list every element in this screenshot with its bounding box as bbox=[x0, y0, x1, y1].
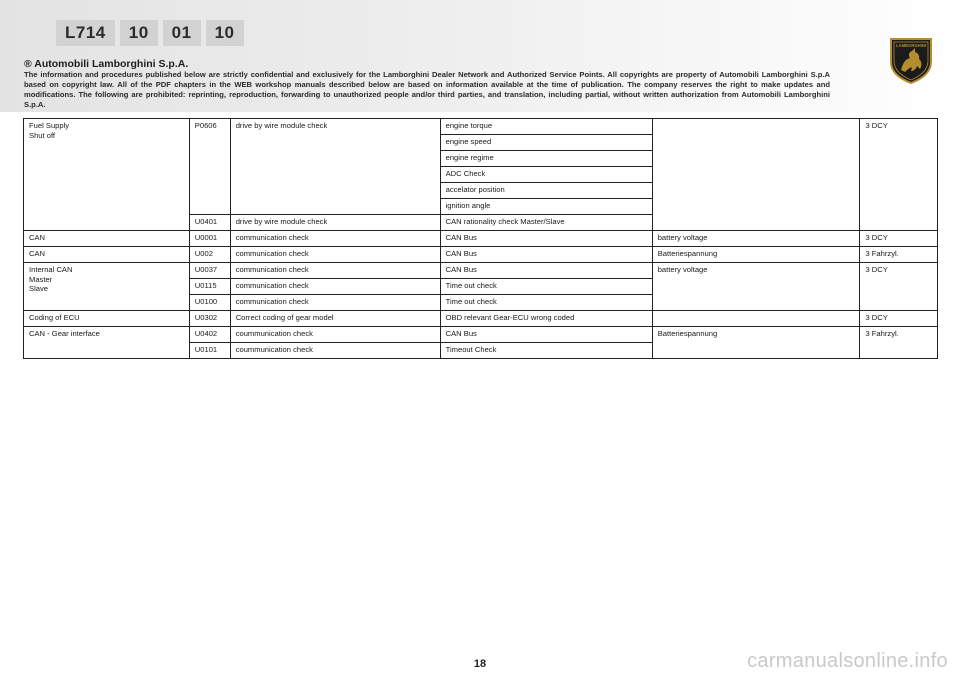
condition-cell: Batteriespannung bbox=[652, 247, 860, 263]
code-subgroup: 01 bbox=[163, 20, 201, 46]
fault-code-cell: U0001 bbox=[189, 231, 230, 247]
fault-code-cell: U0100 bbox=[189, 295, 230, 311]
fault-code-cell: U0037 bbox=[189, 263, 230, 279]
check-type-cell: Correct coding of gear model bbox=[230, 311, 440, 327]
checked-item-cell: Time out check bbox=[440, 279, 652, 295]
fault-code-cell: U0115 bbox=[189, 279, 230, 295]
watermark: carmanualsonline.info bbox=[747, 650, 948, 672]
code-group: 10 bbox=[120, 20, 158, 46]
function-cell: CAN bbox=[24, 247, 190, 263]
function-cell: Fuel Supply Shut off bbox=[24, 119, 190, 231]
condition-cell bbox=[652, 119, 860, 231]
table-row bbox=[24, 119, 938, 135]
checked-item-cell: CAN Bus bbox=[440, 327, 652, 343]
fault-code-cell: U0401 bbox=[189, 215, 230, 231]
lamborghini-logo-icon bbox=[888, 36, 934, 84]
checked-item-cell: OBD relevant Gear-ECU wrong coded bbox=[440, 311, 652, 327]
svg-text:LAMBORGHINI: LAMBORGHINI bbox=[895, 43, 927, 48]
gearbox-cell: 3 DCY bbox=[860, 311, 938, 327]
gearbox-cell: 3 DCY bbox=[860, 231, 938, 247]
checked-item-cell: CAN Bus bbox=[440, 263, 652, 279]
code-model: L714 bbox=[56, 20, 115, 46]
gearbox-cell: 3 DCY bbox=[860, 263, 938, 311]
check-type-cell: drive by wire module check bbox=[230, 119, 440, 215]
document-code-strip bbox=[56, 20, 249, 46]
brand-title: ® Automobili Lamborghini S.p.A. bbox=[24, 58, 189, 70]
table-row bbox=[24, 263, 938, 279]
checked-item-cell: CAN rationality check Master/Slave bbox=[440, 215, 652, 231]
gearbox-cell: 3 Fahrzyl. bbox=[860, 247, 938, 263]
checked-item-cell: accelator position bbox=[440, 183, 652, 199]
checked-item-cell: ADC Check bbox=[440, 167, 652, 183]
table-row bbox=[24, 231, 938, 247]
function-cell: CAN bbox=[24, 231, 190, 247]
fault-code-cell: U0101 bbox=[189, 343, 230, 359]
condition-cell bbox=[652, 311, 860, 327]
check-type-cell: communication check bbox=[230, 247, 440, 263]
condition-cell: battery voltage bbox=[652, 263, 860, 311]
checked-item-cell: CAN Bus bbox=[440, 247, 652, 263]
fault-code-cell: P0606 bbox=[189, 119, 230, 215]
check-type-cell: coummunication check bbox=[230, 327, 440, 343]
page-number: 18 bbox=[473, 658, 487, 670]
checked-item-cell: engine speed bbox=[440, 135, 652, 151]
gearbox-cell: 3 DCY bbox=[860, 119, 938, 231]
table-row bbox=[24, 311, 938, 327]
condition-cell: Batteriespannung bbox=[652, 327, 860, 359]
function-cell: Coding of ECU bbox=[24, 311, 190, 327]
diagnostic-table bbox=[23, 118, 938, 359]
checked-item-cell: ignition angle bbox=[440, 199, 652, 215]
function-cell: CAN - Gear interface bbox=[24, 327, 190, 359]
checked-item-cell: Timeout Check bbox=[440, 343, 652, 359]
condition-cell: battery voltage bbox=[652, 231, 860, 247]
fault-code-cell: U0302 bbox=[189, 311, 230, 327]
legal-notice: The information and procedures published below are strictly confidential and exclusively for the Lamborghini Dealer Network and Authorized Service Points. All copyrights are property of Automobili Lamborghini S.p.A based on copyright law. All of the PDF chapters in the WEB workshop manuals described below are based on information available at the time of publication. The company reserves the right to make updates and modifications. The following are prohibited: reprinting, reproduction, forwarding to unauthorized people and/or third parties, and translation, including partial, without written authorization from Automobili Lamborghini S.p.A. bbox=[24, 70, 830, 109]
check-type-cell: communication check bbox=[230, 279, 440, 295]
checked-item-cell: Time out check bbox=[440, 295, 652, 311]
check-type-cell: coummunication check bbox=[230, 343, 440, 359]
check-type-cell: communication check bbox=[230, 231, 440, 247]
checked-item-cell: engine regime bbox=[440, 151, 652, 167]
checked-item-cell: CAN Bus bbox=[440, 231, 652, 247]
function-cell: Internal CAN Master Slave bbox=[24, 263, 190, 311]
check-type-cell: drive by wire module check bbox=[230, 215, 440, 231]
code-section: 10 bbox=[206, 20, 244, 46]
table-row bbox=[24, 247, 938, 263]
checked-item-cell: engine torque bbox=[440, 119, 652, 135]
check-type-cell: communication check bbox=[230, 295, 440, 311]
fault-code-cell: U0402 bbox=[189, 327, 230, 343]
gearbox-cell: 3 Fahrzyl. bbox=[860, 327, 938, 359]
check-type-cell: communication check bbox=[230, 263, 440, 279]
fault-code-cell: U002 bbox=[189, 247, 230, 263]
table-row bbox=[24, 327, 938, 343]
